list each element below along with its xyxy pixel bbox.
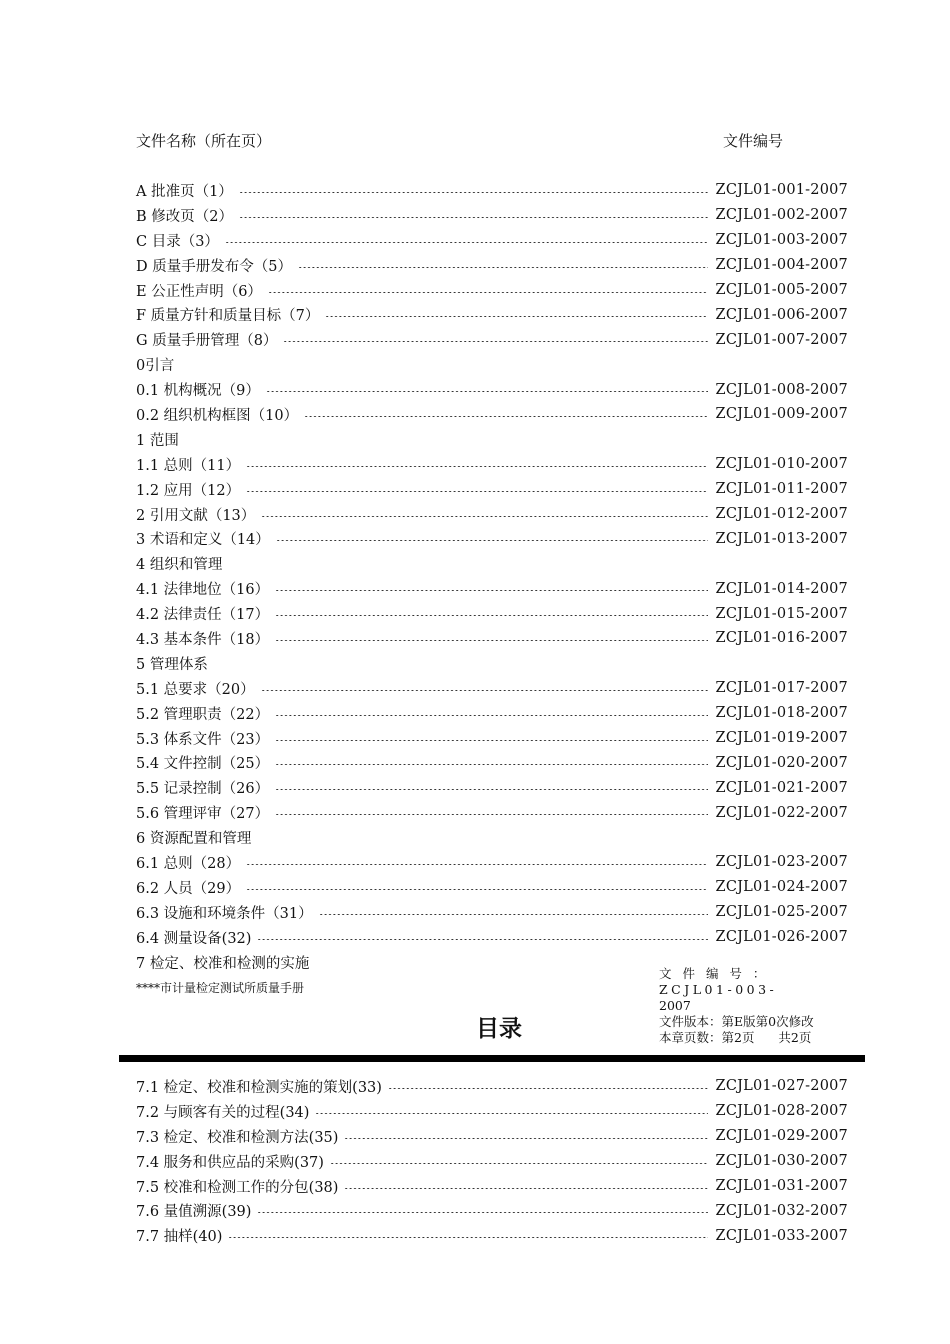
toc-entry <box>136 576 848 601</box>
toc-entry-title: 7.1 检定、校准和检测实施的策划(33) <box>136 1079 382 1096</box>
toc-entry-code: ZCJL01-007-2007 <box>715 331 848 348</box>
leader-dots <box>228 1237 707 1238</box>
toc-entry-code: ZCJL01-004-2007 <box>715 257 848 274</box>
toc-entry-code: ZCJL01-015-2007 <box>715 605 848 622</box>
toc-entry-title: 7.2 与顾客有关的过程(34) <box>136 1104 310 1121</box>
toc-entry-title: 5 管理体系 <box>136 656 208 673</box>
toc-entry-title: 7.3 检定、校准和检测方法(35) <box>136 1129 339 1146</box>
toc-entry-title: 5.2 管理职责（22） <box>136 706 270 723</box>
toc-entry <box>136 278 848 303</box>
toc-entry-title: 5.5 记录控制（26） <box>136 781 270 798</box>
toc-entry <box>136 775 848 800</box>
leader-dots <box>239 217 708 218</box>
leader-dots <box>257 939 707 940</box>
toc-entry <box>136 302 848 327</box>
toc-entry-title: 2 引用文献（13） <box>136 507 256 524</box>
toc-entry-title: D 质量手册发布令（5） <box>136 258 292 275</box>
toc-entry-code: ZCJL01-003-2007 <box>715 232 848 249</box>
toc-entry-code: ZCJL01-025-2007 <box>715 904 848 921</box>
toc-entry <box>136 601 848 626</box>
toc-entry <box>136 750 848 775</box>
toc-entry-title: F 质量方针和质量目标（7） <box>136 308 320 325</box>
toc-entry <box>136 402 848 427</box>
page-title: 目录 <box>476 1016 522 1042</box>
toc-entry-title: 1.2 应用（12） <box>136 482 241 499</box>
toc-entry-title: A 批准页（1） <box>136 183 233 200</box>
toc-entry-title: 5.1 总要求（20） <box>136 681 255 698</box>
toc-entry-code: ZCJL01-019-2007 <box>715 730 848 747</box>
toc-entry <box>136 1174 848 1199</box>
toc-entry <box>136 925 848 950</box>
toc-entry-code: ZCJL01-018-2007 <box>715 705 848 722</box>
meta-doc-number: 文 件 编 号 ： ZCJL01-003- <box>659 966 778 997</box>
toc-entry-code: ZCJL01-022-2007 <box>715 804 848 821</box>
toc-entry-title: 4.2 法律责任（17） <box>136 607 270 624</box>
toc-entry-code: ZCJL01-029-2007 <box>715 1128 848 1145</box>
toc-entry-title: 5.6 管理评审（27） <box>136 806 270 823</box>
toc-entry-code: ZCJL01-027-2007 <box>715 1078 848 1095</box>
toc-entry-title: 4.1 法律地位（16） <box>136 582 270 599</box>
leader-dots <box>246 466 707 467</box>
toc-entry <box>136 1074 848 1099</box>
leader-dots <box>298 267 708 268</box>
toc-entry-title: 6 资源配置和管理 <box>136 831 252 848</box>
toc-entry-title: 6.4 测量设备(32) <box>136 930 252 947</box>
leader-dots <box>275 789 707 790</box>
leader-dots <box>275 740 707 741</box>
leader-dots <box>261 516 707 517</box>
toc-entry <box>136 1099 848 1124</box>
toc-entry <box>136 253 848 278</box>
toc-entry-title: 7 检定、校准和检测的实施 <box>136 955 310 972</box>
toc-entry-code: ZCJL01-008-2007 <box>715 381 848 398</box>
toc-entry-title: 7.7 抽样(40) <box>136 1229 223 1246</box>
toc-entry <box>136 701 848 726</box>
document-meta <box>659 966 849 1046</box>
leader-dots <box>319 914 708 915</box>
toc-entry <box>136 327 848 352</box>
toc-entry-title: C 目录（3） <box>136 233 219 250</box>
leader-dots <box>276 540 708 541</box>
toc-entry-code: ZCJL01-005-2007 <box>715 282 848 298</box>
toc-entry <box>136 1223 848 1248</box>
leader-dots <box>268 292 708 293</box>
toc-entry <box>136 850 848 875</box>
toc-entry-title: 4 组织和管理 <box>136 557 223 574</box>
leader-dots <box>283 341 707 342</box>
leader-dots <box>261 690 708 691</box>
toc-entry-code: ZCJL01-006-2007 <box>715 306 848 323</box>
toc-entry-title: 0.2 组织机构框图（10） <box>136 407 299 424</box>
toc-list-bottom <box>136 1074 848 1248</box>
toc-entry-code: ZCJL01-020-2007 <box>715 754 848 771</box>
toc-entry-title: 7.5 校准和检测工作的分包(38) <box>136 1179 339 1196</box>
toc-entry <box>136 228 848 253</box>
toc-entry-code: ZCJL01-014-2007 <box>715 580 848 597</box>
toc-entry <box>136 178 848 203</box>
toc-section-heading <box>136 651 848 676</box>
toc-entry <box>136 626 848 651</box>
leader-dots <box>344 1188 707 1189</box>
toc-entry-code: ZCJL01-028-2007 <box>715 1103 848 1120</box>
header-file-name-column: 文件名称（所在页） <box>136 132 272 150</box>
toc-entry <box>136 875 848 900</box>
toc-section-heading <box>136 551 848 576</box>
toc-entry-code: ZCJL01-012-2007 <box>715 506 848 523</box>
toc-entry-title: 6.3 设施和环境条件（31） <box>136 905 313 922</box>
leader-dots <box>275 715 707 716</box>
toc-entry <box>136 526 848 551</box>
toc-entry <box>136 1124 848 1149</box>
toc-entry-title: B 修改页（2） <box>136 208 233 225</box>
toc-entry-code: ZCJL01-010-2007 <box>715 456 848 473</box>
leader-dots <box>257 1212 707 1213</box>
leader-dots <box>304 416 707 417</box>
toc-entry-code: ZCJL01-021-2007 <box>715 779 848 796</box>
toc-entry-title: G 质量手册管理（8） <box>136 333 278 350</box>
leader-dots <box>315 1113 707 1114</box>
toc-section-heading <box>136 427 848 452</box>
toc-entry-title: 7.6 量值溯源(39) <box>136 1204 252 1221</box>
toc-entry-code: ZCJL01-023-2007 <box>715 854 848 871</box>
toc-entry-code: ZCJL01-032-2007 <box>715 1202 848 1219</box>
leader-dots <box>246 491 707 492</box>
toc-entry-code: ZCJL01-002-2007 <box>715 207 848 224</box>
toc-entry <box>136 502 848 527</box>
toc-entry-title: 6.1 总则（28） <box>136 855 241 872</box>
toc-entry <box>136 900 848 925</box>
toc-entry-title: 3 术语和定义（14） <box>136 532 270 549</box>
toc-section-heading <box>136 352 848 377</box>
toc-entry-title: 1.1 总则（11） <box>136 457 241 474</box>
manual-title: ****市计量检定测试所质量手册 <box>136 981 305 995</box>
toc-list-top <box>136 178 848 975</box>
toc-entry <box>136 452 848 477</box>
leader-dots <box>344 1138 707 1139</box>
toc-entry <box>136 676 848 701</box>
leader-dots <box>275 814 707 815</box>
toc-entry-title: 5.4 文件控制（25） <box>136 756 270 773</box>
leader-dots <box>388 1088 708 1089</box>
toc-entry-title: 5.3 体系文件（23） <box>136 731 270 748</box>
toc-entry <box>136 477 848 502</box>
toc-entry-code: ZCJL01-031-2007 <box>715 1178 848 1194</box>
toc-entry-title: E 公正性声明（6） <box>136 283 262 300</box>
leader-dots <box>275 640 707 641</box>
toc-entry-code: ZCJL01-024-2007 <box>715 879 848 896</box>
toc-entry-title: 6.2 人员（29） <box>136 880 241 897</box>
toc-entry-code: ZCJL01-016-2007 <box>715 630 848 647</box>
toc-entry-code: ZCJL01-030-2007 <box>715 1153 848 1170</box>
toc-entry-code: ZCJL01-017-2007 <box>715 680 848 697</box>
leader-dots <box>275 590 707 591</box>
toc-entry-title: 0.1 机构概况（9） <box>136 383 260 400</box>
leader-dots <box>239 192 708 193</box>
leader-dots <box>275 615 707 616</box>
header-rule <box>119 1055 865 1062</box>
toc-entry-code: ZCJL01-026-2007 <box>715 929 848 946</box>
toc-entry-title: 0引言 <box>136 358 175 375</box>
toc-entry-title: 4.3 基本条件（18） <box>136 631 270 648</box>
leader-dots <box>325 316 707 317</box>
toc-section-heading <box>136 825 848 850</box>
leader-dots <box>266 391 708 392</box>
leader-dots <box>246 889 707 890</box>
toc-entry <box>136 377 848 402</box>
toc-entry-title: 7.4 服务和供应品的采购(37) <box>136 1154 324 1171</box>
header-file-number-column: 文件编号 <box>723 132 784 150</box>
toc-entry-code: ZCJL01-013-2007 <box>715 530 848 547</box>
toc-entry-code: ZCJL01-009-2007 <box>715 406 848 423</box>
toc-entry <box>136 203 848 228</box>
meta-doc-number-year: 2007 <box>659 998 691 1013</box>
toc-entry <box>136 1149 848 1174</box>
toc-entry <box>136 800 848 825</box>
toc-entry <box>136 726 848 751</box>
leader-dots <box>275 764 707 765</box>
leader-dots <box>330 1163 708 1164</box>
meta-page-count: 本章页数：第2页 共2页 <box>659 1030 812 1045</box>
leader-dots <box>246 864 707 865</box>
toc-entry-code: ZCJL01-001-2007 <box>715 182 848 199</box>
toc-entry <box>136 1198 848 1223</box>
toc-entry-title: 1 范围 <box>136 432 179 449</box>
toc-entry-code: ZCJL01-011-2007 <box>715 481 848 498</box>
toc-entry-code: ZCJL01-033-2007 <box>715 1227 848 1244</box>
meta-version: 文件版本：第E版第0次修改 <box>659 1014 814 1029</box>
leader-dots <box>225 242 708 243</box>
